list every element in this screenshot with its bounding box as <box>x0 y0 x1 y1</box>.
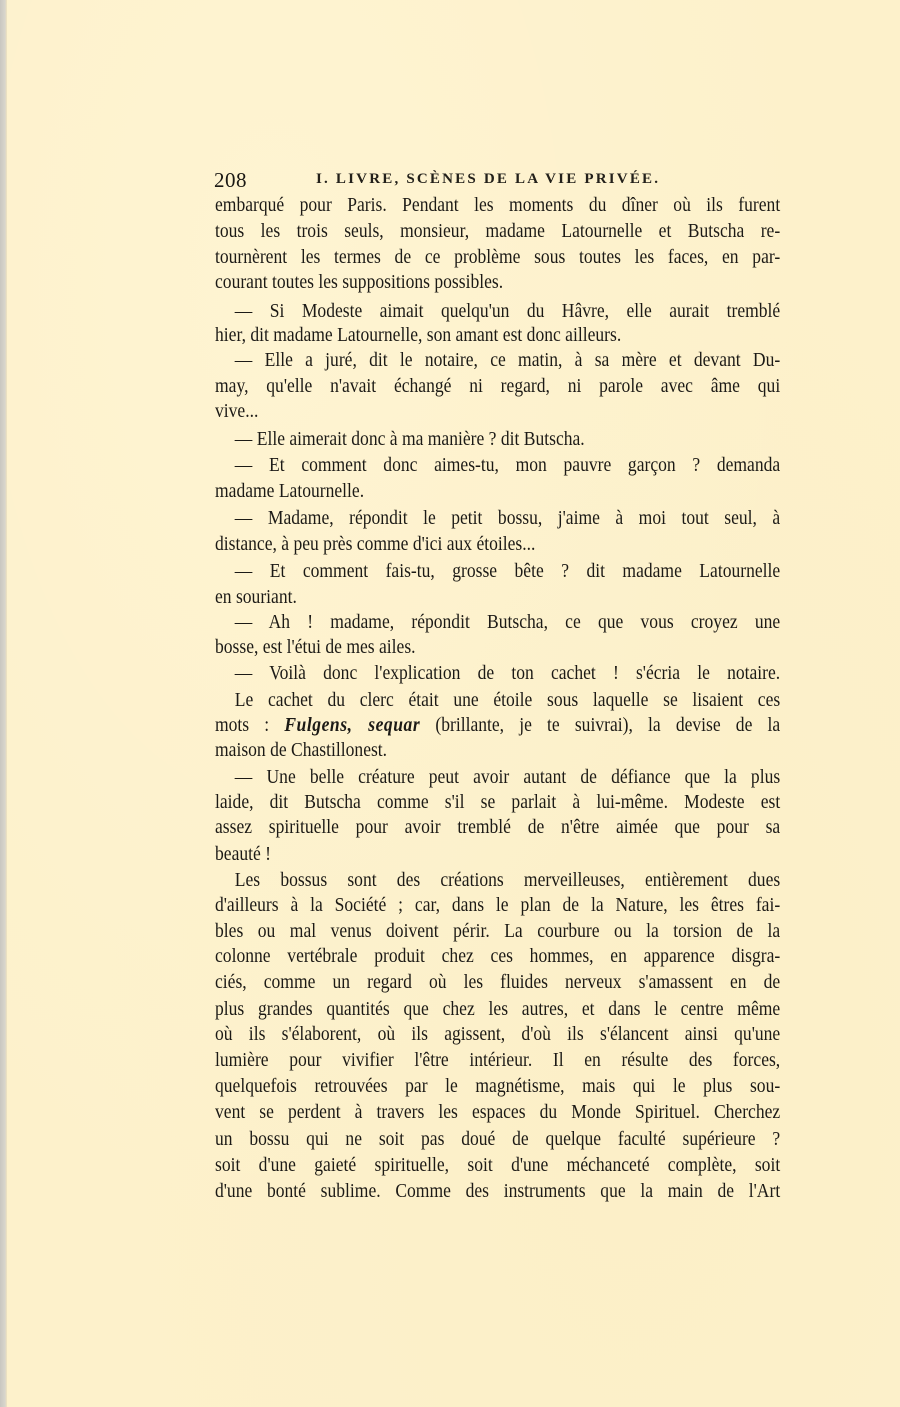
text-line: Le cachet du clerc était une étoile sous laquelle se lisaient ces <box>234 690 781 711</box>
text-line: beauté ! <box>215 844 272 865</box>
text-line: — Ah ! madame, répondit Butscha, ce que vous croyez une <box>234 612 781 633</box>
text-line: — Elle a juré, dit le notaire, ce matin, à sa mère et devant Du- <box>234 350 781 371</box>
text-line: en souriant. <box>215 587 297 608</box>
text-line: quelquefois retrouvées par le magnétisme, mais qui le plus sou- <box>215 1076 781 1097</box>
running-head: I. LIVRE, SCÈNES DE LA VIE PRIVÉE. <box>316 171 661 187</box>
text-line: hier, dit madame Latournelle, son amant est donc ailleurs. <box>215 325 622 346</box>
text-line: embarqué pour Paris. Pendant les moments du dîner où ils furent <box>215 195 781 216</box>
text-line: vive... <box>215 401 259 422</box>
text-segment: (brillante, je te suivrai), la devise de la <box>420 715 781 736</box>
text-line: laide, dit Butscha comme s'il se parlait à lui-même. Modeste est <box>215 792 781 813</box>
text-line: — Et comment fais-tu, grosse bête ? dit madame Latournelle <box>234 561 781 582</box>
text-line: un bossu qui ne soit pas doué de quelque faculté supérieure ? <box>215 1129 781 1150</box>
page-header <box>214 168 780 192</box>
text-segment: mots : <box>215 715 285 736</box>
text-line: distance, à peu près comme d'ici aux étoiles... <box>215 534 536 555</box>
text-line: vent se perdent à travers les espaces du Monde Spirituel. Cherchez <box>215 1102 781 1123</box>
text-line: d'une bonté sublime. Comme des instruments que la main de l'Art <box>215 1181 781 1202</box>
text-line: — Voilà donc l'explication de ton cachet ! s'écria le notaire. <box>234 663 781 684</box>
page-number: 208 <box>214 168 247 192</box>
text-line: tous les trois seuls, monsieur, madame Latournelle et Butscha re- <box>215 221 781 242</box>
text-line: soit d'une gaieté spirituelle, soit d'une méchanceté complète, soit <box>215 1155 781 1176</box>
text-line: bosse, est l'étui de mes ailes. <box>215 637 416 658</box>
text-line: — Et comment donc aimes-tu, mon pauvre garçon ? demanda <box>234 455 781 476</box>
text-line: d'ailleurs à la Société ; car, dans le plan de la Nature, les êtres fai- <box>215 895 781 916</box>
text-line: courant toutes les suppositions possibles. <box>215 272 504 293</box>
text-line: — Elle aimerait donc à ma manière ? dit Butscha. <box>234 429 585 450</box>
scan-edge <box>0 0 7 1407</box>
motto-italic: Fulgens, sequar <box>284 715 421 736</box>
text-line: ciés, comme un regard où les fluides nerveux s'amassent en de <box>215 972 781 993</box>
text-line: maison de Chastillonest. <box>215 740 388 761</box>
text-line: colonne vertébrale produit chez ces hommes, en apparence disgra- <box>215 946 781 967</box>
text-line <box>215 713 780 739</box>
text-line: plus grandes quantités que chez les autres, et dans le centre même <box>215 999 781 1020</box>
text-line: bles ou mal venus doivent périr. La courbure ou la torsion de la <box>215 921 781 942</box>
text-line: tournèrent les termes de ce problème sous toutes les faces, en par- <box>215 247 781 268</box>
text-line: — Madame, répondit le petit bossu, j'aime à moi tout seul, à <box>234 508 781 529</box>
text-line: may, qu'elle n'avait échangé ni regard, ni parole avec âme qui <box>215 376 781 397</box>
text-line: Les bossus sont des créations merveilleuses, entièrement dues <box>234 870 781 891</box>
text-line: lumière pour vivifier l'être intérieur. Il en résulte des forces, <box>215 1050 781 1071</box>
text-line: — Si Modeste aimait quelqu'un du Hâvre, elle aurait tremblé <box>234 301 781 322</box>
text-line: — Une belle créature peut avoir autant de défiance que la plus <box>234 767 781 788</box>
text-line: assez spirituelle pour avoir tremblé de n'être aimée que pour sa <box>215 817 781 838</box>
text-line: madame Latournelle. <box>215 481 365 502</box>
text-line: où ils s'élaborent, où ils agissent, d'où ils s'élancent ainsi qu'une <box>215 1024 781 1045</box>
